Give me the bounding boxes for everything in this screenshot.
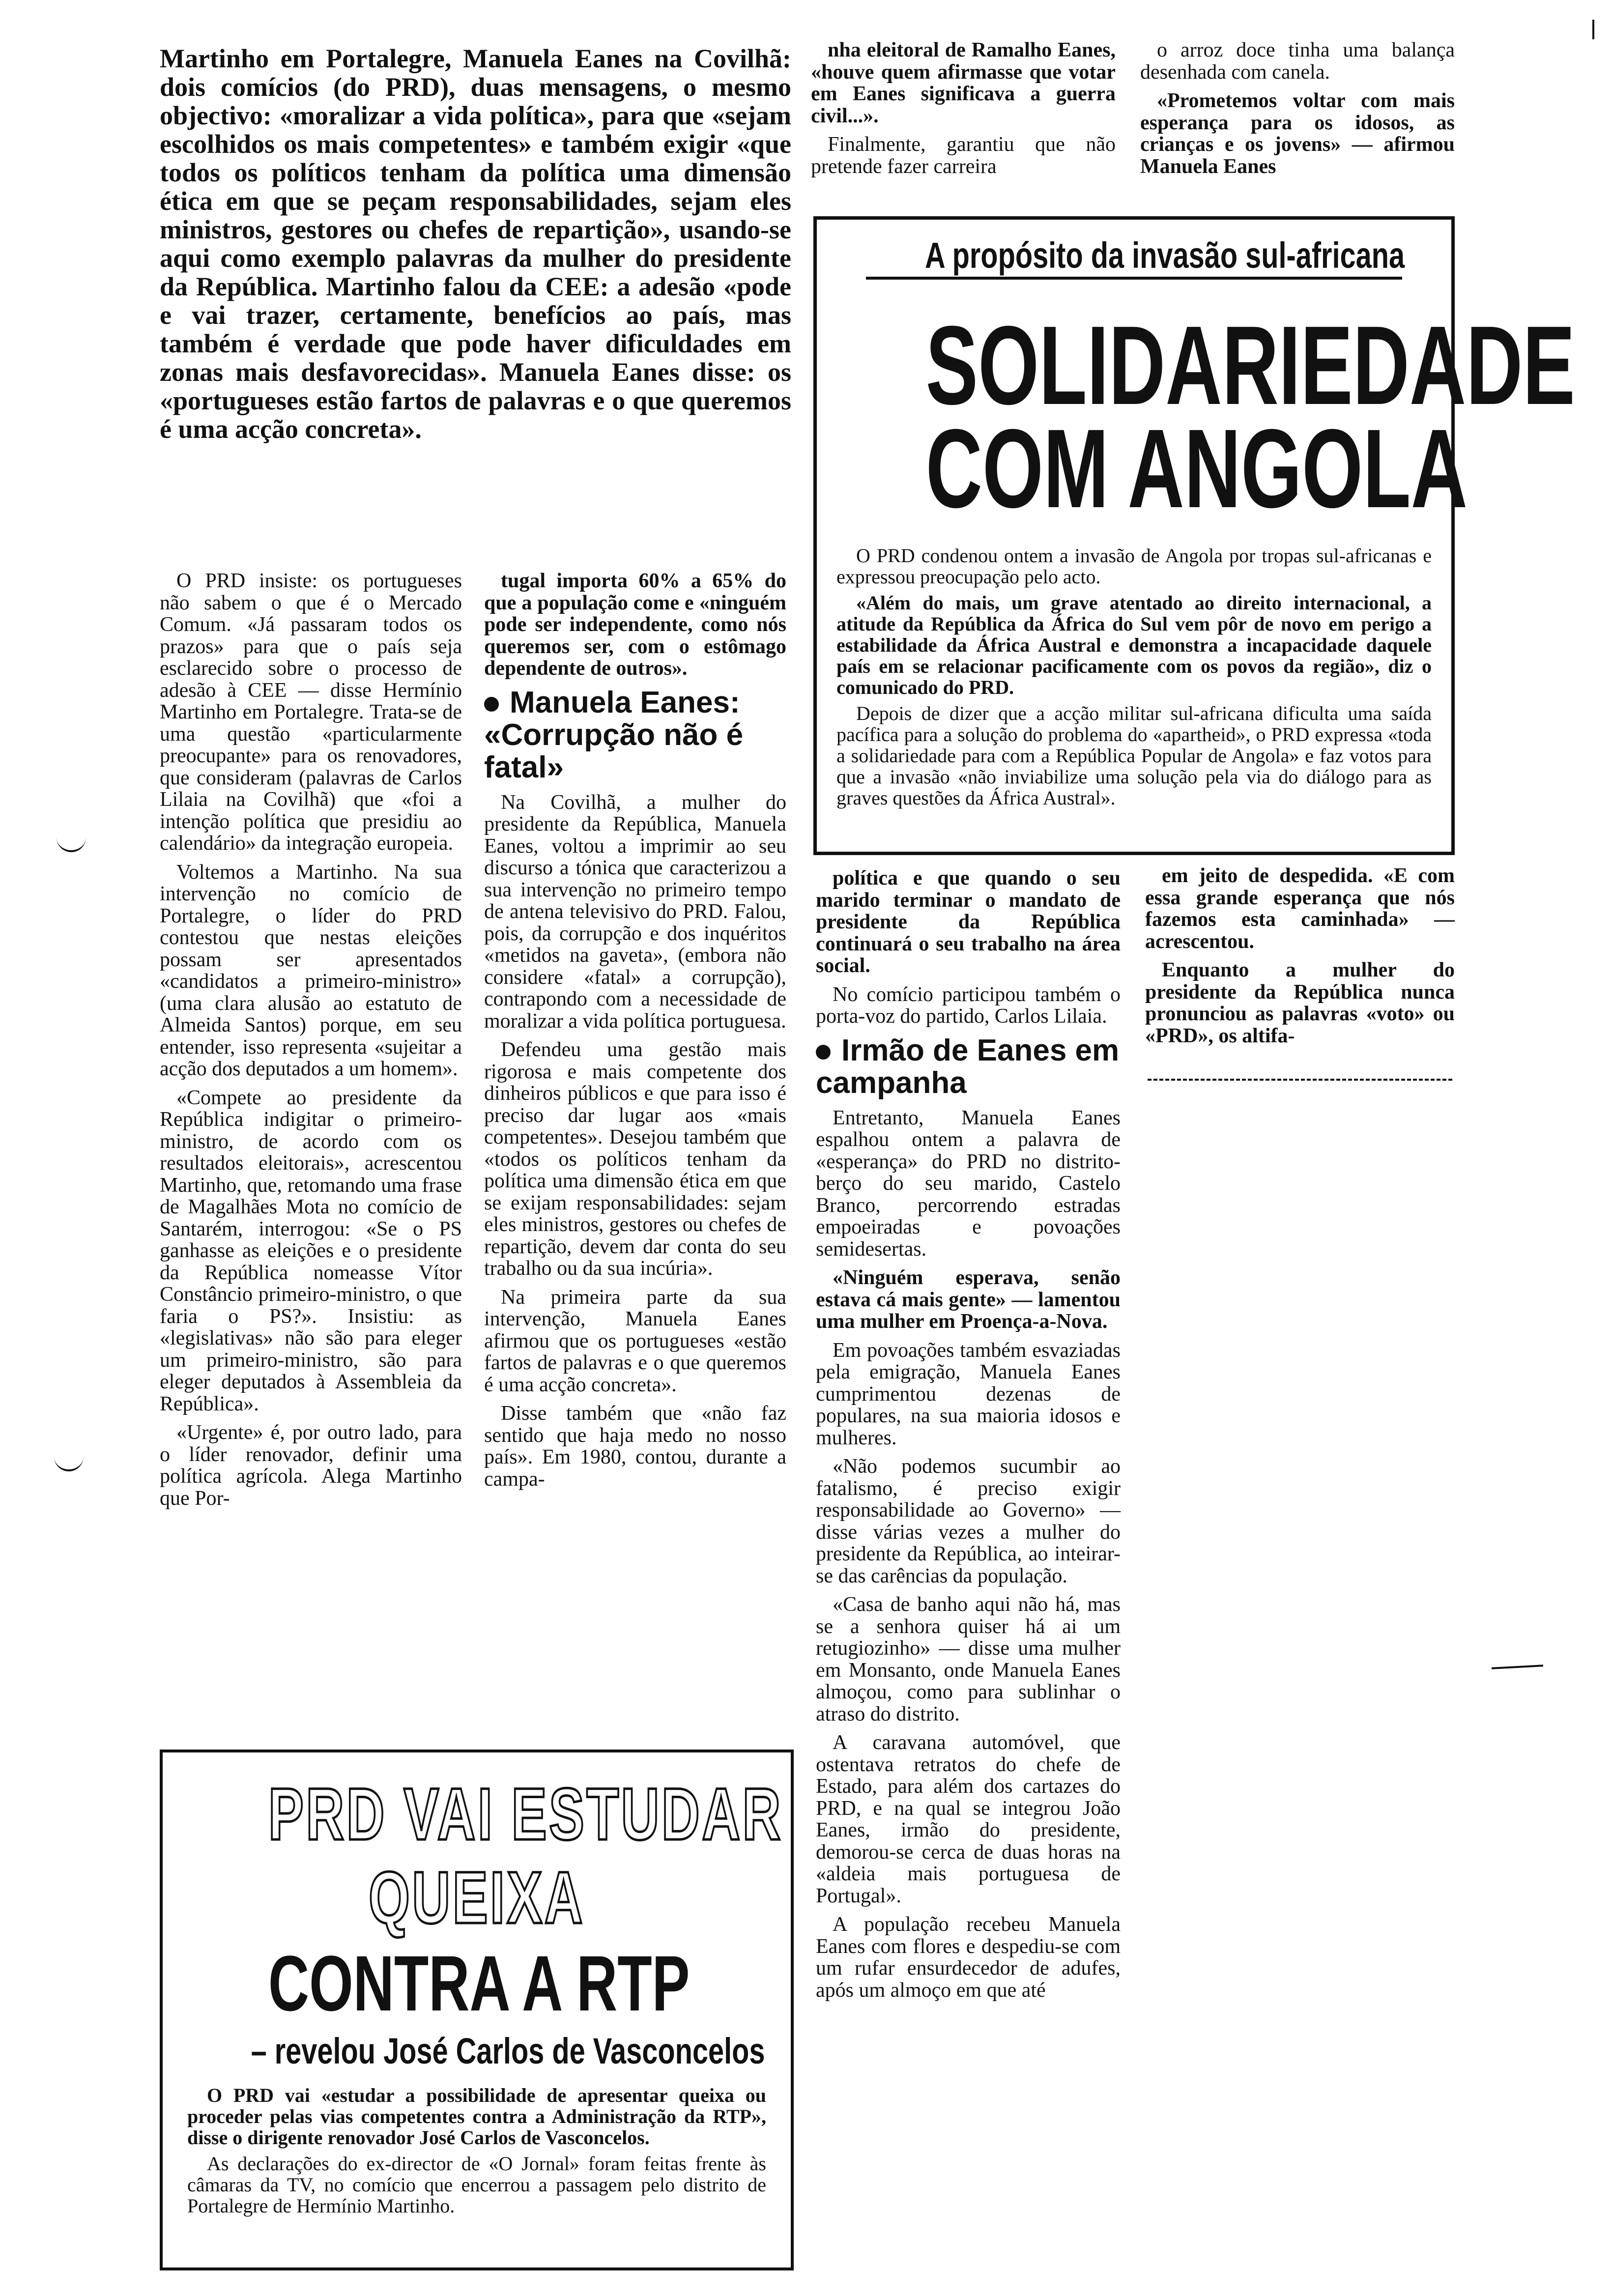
rtp-complaint-box [160, 1750, 794, 2270]
angola-solidarity-box [813, 216, 1575, 855]
headline-solidariedade: SOLIDARIEDADE [925, 303, 1575, 428]
scan-mark [1592, 20, 1594, 39]
paragraph: Em povoações também esvaziadas pela emigração, Manuela Eanes cumprimentou dezenas de populares, na sua maioria idosos e mulheres. [816, 1339, 1121, 1449]
paragraph: «Urgente» é, por outro lado, para o líder renovador, definir uma política agrícola. Alega Martinho que Por- [160, 1421, 462, 1510]
scan-mark [1492, 1665, 1543, 1669]
headline-prd-vai-estudar: PRD VAI ESTUDAR [268, 1773, 783, 1855]
subtitle: – revelou José Carlos de Vasconcelos [251, 2031, 765, 2071]
headline-contra-a-rtp: CONTRA A RTP [268, 1939, 690, 2027]
article-column-3-lower [816, 867, 1121, 2268]
paragraph: A caravana automóvel, que ostentava retratos do chefe de Estado, para além dos cartazes do PRD, e na qual se integrou João Eanes, irmão do presidente, demorou-se cerca de duas horas na «aldeia mais portuguesa de Portugal». [816, 1731, 1121, 1907]
headline-queixa: QUEIXA [368, 1856, 585, 1939]
paragraph: «Ninguém esperava, senão estava cá mais gente» — lamentou uma mulher em Proença-a-Nova. [816, 1266, 1121, 1333]
paragraph: Finalmente, garantiu que não pretende fazer carreira [811, 133, 1116, 178]
paragraph: O PRD insiste: os portugueses não sabem o que é o Mercado Comum. «Já passaram todos os prazos» para que o país seja esclarecido sobre o processo de adesão à CEE — disse Hermínio Martinho em Portalegre. Trata-se de uma questão «particularmente preocupante» para os renovadores, que consideram (palavras de Carlos Lilaia na Covilhã) que «foi a intenção política que presidiu ao calendário» da integração europeia. [160, 570, 462, 855]
scan-mark [54, 1455, 84, 1471]
paragraph: política e que quando o seu marido terminar o mandato de presidente da República continuará o seu trabalho na área social. [816, 867, 1121, 977]
paragraph: Depois de dizer que a acção militar sul-africana dificulta uma saída pacífica para a solução do problema do «apartheid», o PRD expressa «toda a solidariedade para com a República Popular de Angola» e faz votos para que a invasão «não inviabilize uma solução pela via do diálogo para as graves questões da África Austral». [836, 702, 1432, 809]
scan-mark [57, 835, 86, 852]
paragraph: No comício participou também o porta-voz do partido, Carlos Lilaia. [816, 983, 1121, 1028]
column-end-rule [1148, 1079, 1452, 1081]
bullet-icon [816, 1045, 831, 1060]
paragraph: Na primeira parte da sua intervenção, Manuela Eanes afirmou que os portugueses «estão fartos de palavras e o que queremos é uma acção concreta». [484, 1286, 786, 1396]
kicker [866, 234, 1405, 280]
kicker-text: A propósito da invasão sul-africana [925, 235, 1405, 276]
paragraph: «Não podemos sucumbir ao fatalismo, é preciso exigir responsabilidade ao Governo» — disse várias vezes a mulher do presidente da República, ao inteirar-se das carências da população. [816, 1455, 1121, 1587]
article-column-3-top [811, 39, 1116, 201]
headline-com-angola: COM ANGOLA [925, 406, 1468, 531]
paragraph: «Casa de banho aqui não há, mas se a senhora quiser há ai um retugiozinho» — disse uma mulher em Monsanto, onde Manuela Eanes almoçou, como para sublinhar o atraso do distrito. [816, 1593, 1121, 1725]
paragraph: Voltemos a Martinho. Na sua intervenção no comício de Portalegre, o líder do PRD contestou que nestas eleições possam ser apresentados «candidatos a primeiro-ministro» (uma clara alusão ao estatuto de Almeida Santos) porque, em seu entender, isso representa «sujeitar a acção dos deputados a um homem». [160, 861, 462, 1080]
paragraph: O PRD vai «estudar a possibilidade de apresentar queixa ou proceder pelas vias competentes contra a Administração da RTP», disse o dirigente renovador José Carlos de Vasconcelos. [187, 2084, 766, 2149]
paragraph: em jeito de despedida. «E com essa grande esperança que nós fazemos esta caminhada» — acrescentou. [1145, 864, 1455, 953]
paragraph: Disse também que «não faz sentido que haja medo no nosso país». Em 1980, contou, durante a campa- [484, 1402, 786, 1491]
paragraph: «Além do mais, um grave atentado ao direito internacional, a atitude da República da África do Sul vem pôr de novo em perigo a estabilidade da África Austral e demonstra a incapacidade daquele país em se relacionar pacificamente com os povos da região», diz o comunicado do PRD. [836, 592, 1432, 698]
article-column-1 [160, 570, 462, 1732]
paragraph: Enquanto a mulher do presidente da República nunca pronunciou as palavras «voto» ou «PRD», os altifa- [1145, 959, 1455, 1047]
lead-paragraph: Martinho em Portalegre, Manuela Eanes na Covilhã: dois comícios (do PRD), duas mensagens, o mesmo objectivo: «moralizar a vida política», para que «sejam escolhidos os mais competentes» e também exigir «que todos os políticos tenham da política uma dimensão ética em que se peçam responsabilidades, sejam eles ministros, gestores ou chefes de repartição», usando-se aqui como exemplo palavras da mulher do presidente da República. Martinho falou da CEE: a adesão «pode e vai trazer, certamente, benefícios ao país, mas também é verdade que pode haver dificuldades em zonas mais desfavorecidas». Manuela Eanes disse: os «portugueses estão fartos de palavras e o que queremos é uma acção concreta». [160, 44, 791, 444]
subheading-corrupcao: Manuela Eanes: «Corrupção não é fatal» [484, 685, 744, 784]
paragraph: o arroz doce tinha uma balança desenhada com canela. [1140, 39, 1455, 84]
paragraph: As declarações do ex-director de «O Jornal» foram feitas frente às câmaras da TV, no comício que encerrou a passagem pelo distrito de Portalegre de Hermínio Martinho. [187, 2152, 766, 2217]
paragraph: «Compete ao presidente da República indigitar o primeiro-ministro, de acordo com os resultados eleitorais», acrescentou Martinho, que, retomando uma frase de Magalhães Mota no comício de Santarém, interrogou: «Se o PS ganhasse as eleições e o presidente da República nomeasse Vítor Constâncio primeiro-ministro, o que faria o PS?». Insistiu: as «legislativas» não são para eleger um primeiro-ministro, são para eleger deputados à Assembleia da República». [160, 1086, 462, 1415]
paragraph: O PRD condenou ontem a invasão de Angola por tropas sul-africanas e expressou preocupação pelo acto. [836, 545, 1432, 588]
bullet-icon [484, 697, 499, 712]
article-column-4-lower [1145, 865, 1455, 1071]
article-column-4-top [1140, 39, 1455, 201]
paragraph: «Prometemos voltar com mais esperança para os idosos, as crianças e os jovens» — afirmou Manuela Eanes [1140, 89, 1455, 178]
paragraph: A população recebeu Manuela Eanes com flores e despediu-se com um rufar ensurdecedor de adufes, após um almoço em que até [816, 1913, 1121, 2002]
article-column-2 [484, 570, 786, 1732]
lead-article-intro [160, 44, 791, 565]
paragraph: tugal importa 60% a 65% do que a população come e «ninguém pode ser independente, como nós queremos ser, com o estômago dependente de outros». [484, 570, 786, 680]
paragraph: Entretanto, Manuela Eanes espalhou ontem a palavra de «esperança» do PRD no distrito-berço do seu marido, Castelo Branco, percorrendo estradas empoeiradas e povoações semidesertas. [816, 1106, 1121, 1261]
subheading-irmao-de-eanes: Irmão de Eanes em campanha [816, 1033, 1120, 1100]
paragraph: Defendeu uma gestão mais rigorosa e mais competente dos dinheiros públicos e que para isso é preciso dar lugar aos «mais competentes». Desejou também que «todos os políticos tenham da política uma dimensão ética em que se exijam responsabilidades: sejam eles ministros, gestores ou chefes de repartição, devem dar conta do seu trabalho ou da sua incúria». [484, 1038, 786, 1280]
paragraph: nha eleitoral de Ramalho Eanes, «houve quem afirmasse que votar em Eanes significava a guerra civil...». [811, 39, 1116, 127]
paragraph: Na Covilhã, a mulher do presidente da República, Manuela Eanes, voltou a imprimir ao seu discurso a tónica que caracterizou a sua intervenção no primeiro tempo de antena televisivo do PRD. Falou, pois, da corrupção e dos inquéritos «metidos na gaveta», (embora não considere «fatal» a corrupção), contrapondo com a necessidade de moralizar a vida política portuguesa. [484, 791, 786, 1033]
